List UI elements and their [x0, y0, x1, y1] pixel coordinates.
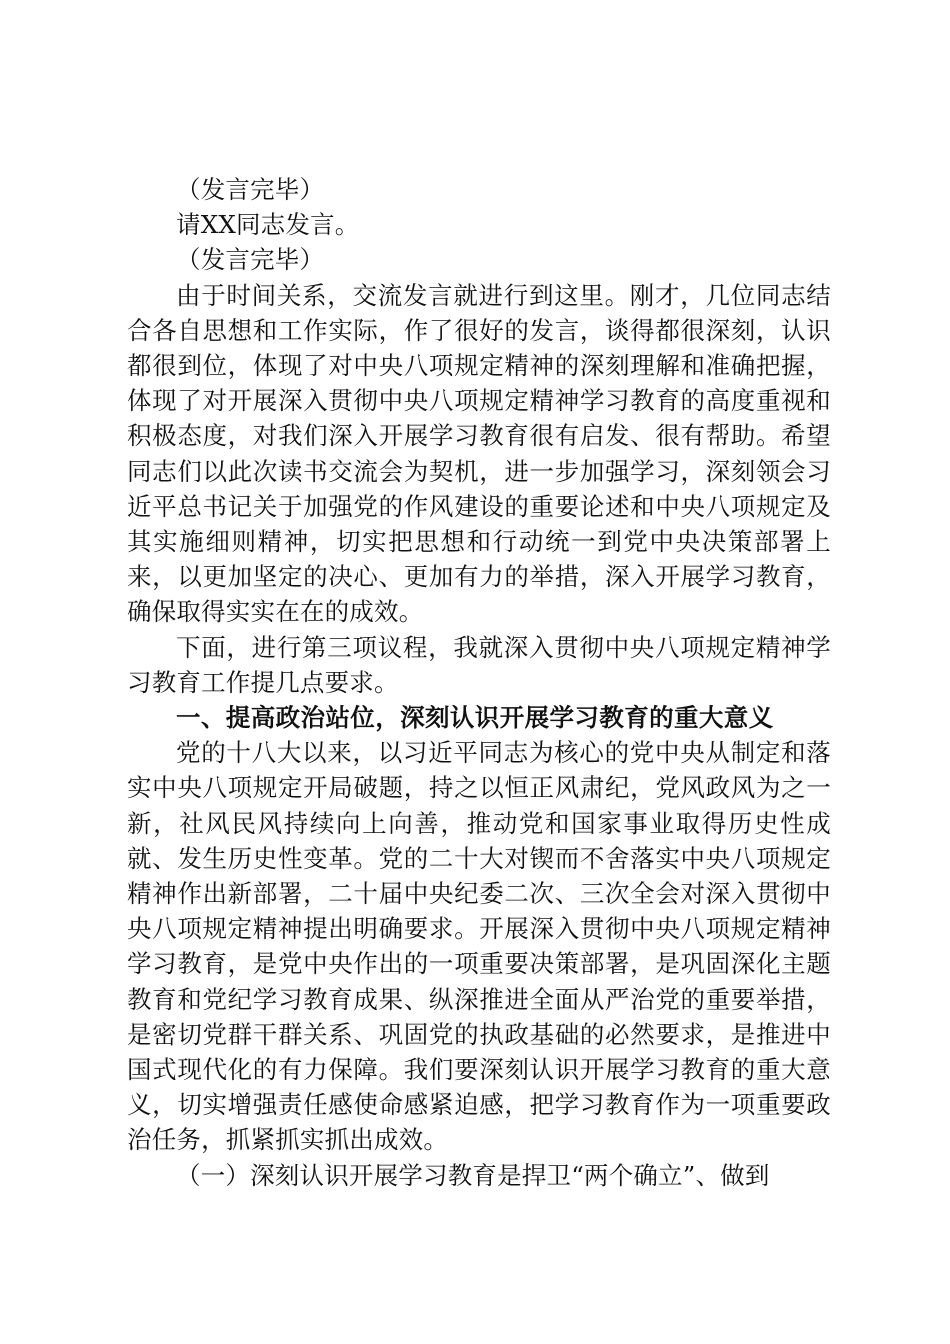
- paragraph-speech-end-1: （发言完毕）: [176, 175, 325, 204]
- sub-heading-1: （一）深刻认识开展学习教育是捍卫“两个确立”、做到: [176, 1160, 770, 1190]
- paragraph-agenda: 下面，进行第三项议程，我就深入贯彻中央八项规定精神学习教育工作提几点要求。: [127, 632, 831, 697]
- document-body: [127, 172, 831, 1193]
- paragraph-speech-end-2: （发言完毕）: [176, 245, 325, 275]
- paragraph-invite-speaker: 请XX同志发言。: [176, 210, 360, 240]
- paragraph-significance: 党的十八大以来，以习近平同志为核心的党中央从制定和落实中央八项规定开局破题，持之以恒正风肃纪，党风政风为之一新，社风民风持续向上向善，推动党和国家事业取得历史性成就、发生历史性变革。党的二十大对锲而不舍落实中央八项规定精神作出新部署，二十届中央纪委二次、三次全会对深入贯彻中央八项规定精神提出明确要求。开展深入贯彻中央八项规定精神学习教育，是党中央作出的一项重要决策部署，是巩固深化主题教育和党纪学习教育成果、纵深推进全面从严治党的重要举措，是密切党群干群关系、巩固党的执政基础的必然要求，是推进中国式现代化的有力保障。我们要深刻认识开展学习教育的重大意义，切实增强责任感使命感紧迫感，把学习教育作为一项重要政治任务，抓紧抓实抓出成效。: [127, 738, 831, 1155]
- paragraph-summary: 由于时间关系，交流发言就进行到这里。刚才，几位同志结合各自思想和工作实际，作了很好的发言，谈得都很深刻，认识都很到位，体现了对中央八项规定精神的深刻理解和准确把握，体现了对开展深入贯彻中央八项规定精神学习教育的高度重视和积极态度，对我们深入开展学习教育很有启发、很有帮助。希望同志们以此次读书交流会为契机，进一步加强学习，深刻领会习近平总书记关于加强党的作风建设的重要论述和中央八项规定及其实施细则精神，切实把思想和行动统一到党中央决策部署上来，以更加坚定的决心、更加有力的举措，深入开展学习教育，确保取得实实在在的成效。: [127, 280, 831, 627]
- section-heading-1: 一、提高政治站位，深刻认识开展学习教育的重大意义: [176, 703, 774, 733]
